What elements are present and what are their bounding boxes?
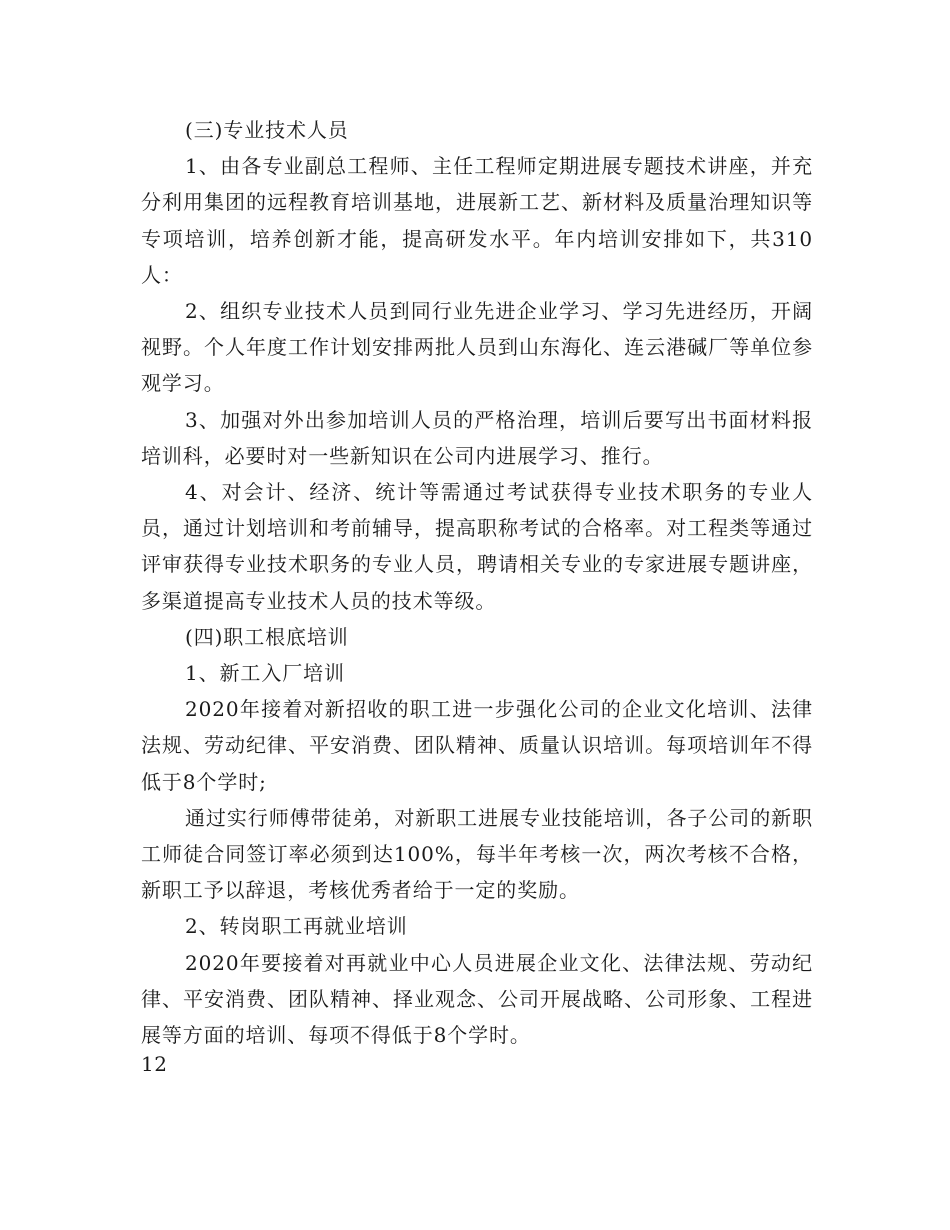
subheading-new-hire-training: 1、新工入厂培训 [185, 661, 345, 686]
paragraph-apprenticeship: 通过实行师傅带徒弟，对新职工进展专业技能培训，各子公司的新职工师徒合同签订率必须到达100%，每半年考核一次，两次考核不合格，新职工予以辞退，考核优秀者给于一定的奖励。 [141, 805, 813, 903]
section-heading-professional-staff: (三)专业技术人员 [185, 118, 349, 142]
page-number: 12 [141, 1052, 168, 1076]
document-body [141, 112, 813, 1053]
section-heading-basic-training: (四)职工根底培训 [185, 624, 349, 649]
paragraph-item-3: 3、加强对外出参加培训人员的严格治理，培训后要写出书面材料报培训科，必要时对一些新知识在公司内进展学习、推行。 [141, 407, 813, 468]
paragraph-new-hire-2020: 2020年接着对新招收的职工进一步强化公司的企业文化培训、法律法规、劳动纪律、平安消费、团队精神、质量认识培训。每项培训年不得低于8个学时; [141, 697, 813, 794]
paragraph-item-1: 1、由各专业副总工程师、主任工程师定期进展专题技术讲座，并充分利用集团的远程教育培训基地，进展新工艺、新材料及质量治理知识等专项培训，培养创新才能，提高研发水平。年内培训安排如下，共310人： [141, 154, 813, 287]
paragraph-item-2: 2、组织专业技术人员到同行业先进企业学习、学习先进经历，开阔视野。个人年度工作计划安排两批人员到山东海化、连云港碱厂等单位参观学习。 [141, 299, 813, 396]
paragraph-item-4: 4、对会计、经济、统计等需通过考试获得专业技术职务的专业人员，通过计划培训和考前辅导，提高职称考试的合格率。对工程类等通过评审获得专业技术职务的专业人员，聘请相关专业的专家进展专题讲座，多渠道提高专业技术人员的技术等级。 [141, 480, 813, 613]
subheading-reemployment-training: 2、转岗职工再就业培训 [185, 914, 408, 939]
paragraph-reemployment-2020: 2020年要接着对再就业中心人员进展企业文化、法律法规、劳动纪律、平安消费、团队精神、择业观念、公司开展战略、公司形象、工程进展等方面的培训、每项不得低于8个学时。 [141, 950, 813, 1048]
